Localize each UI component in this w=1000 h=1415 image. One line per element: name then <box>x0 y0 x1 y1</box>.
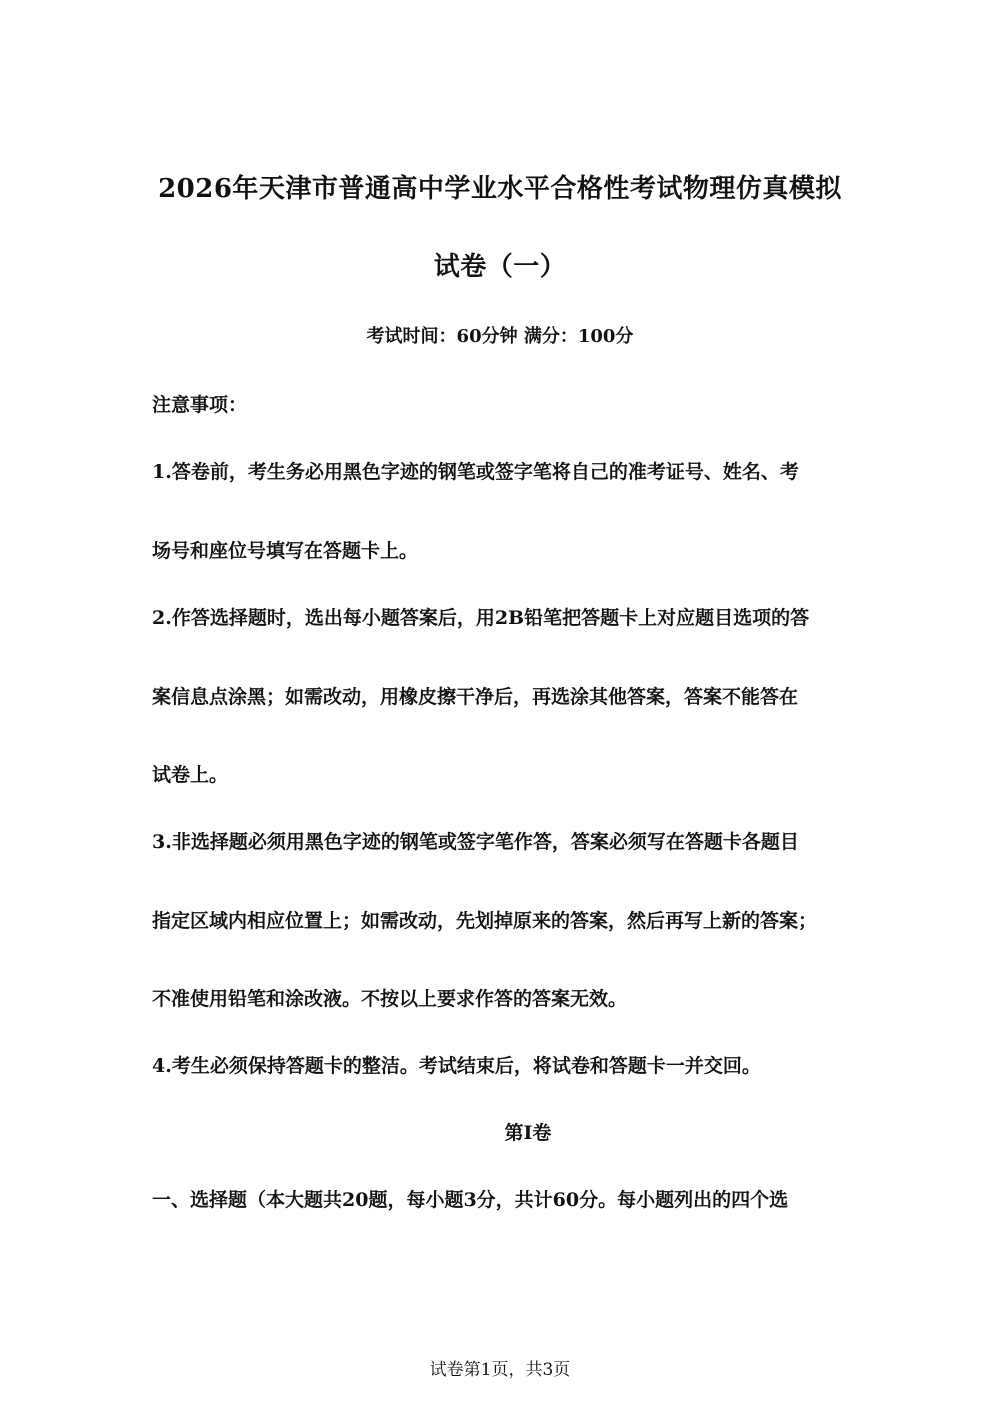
part-heading: 第Ⅰ卷 <box>504 1122 552 1144</box>
notice-line-8: 不准使用铅笔和涂改液。不按以上要求作答的答案无效。 <box>152 988 628 1010</box>
exam-title-line-1: 2026年天津市普通高中学业水平合格性考试物理仿真模拟 <box>158 174 842 204</box>
notice-line-3: 2.作答选择题时，选出每小题答案后，用2B铅笔把答题卡上对应题目选项的答 <box>152 607 810 629</box>
notice-heading: 注意事项： <box>152 394 248 416</box>
section-1-intro: 一、选择题（本大题共20题，每小题3分，共计60分。每小题列出的四个选 <box>152 1189 789 1211</box>
notice-line-7: 指定区域内相应位置上；如需改动，先划掉原来的答案，然后再写上新的答案； <box>152 910 818 932</box>
notice-line-4: 案信息点涂黑；如需改动，用橡皮擦干净后，再选涂其他答案，答案不能答在 <box>152 686 799 708</box>
page-footer: 试卷第1页，共3页 <box>429 1360 571 1380</box>
notice-line-5: 试卷上。 <box>152 764 229 786</box>
exam-time-and-score: 考试时间：60分钟 满分：100分 <box>366 326 634 347</box>
notice-line-6: 3.非选择题必须用黑色字迹的钢笔或签字笔作答，答案必须写在答题卡各题目 <box>152 831 799 853</box>
notice-line-9: 4.考生必须保持答题卡的整洁。考试结束后，将试卷和答题卡一并交回。 <box>152 1055 761 1077</box>
exam-title-line-2: 试卷（一） <box>433 252 567 282</box>
notice-line-2: 场号和座位号填写在答题卡上。 <box>152 540 419 562</box>
notice-line-1: 1.答卷前，考生务必用黑色字迹的钢笔或签字笔将自己的准考证号、姓名、考 <box>152 461 799 483</box>
